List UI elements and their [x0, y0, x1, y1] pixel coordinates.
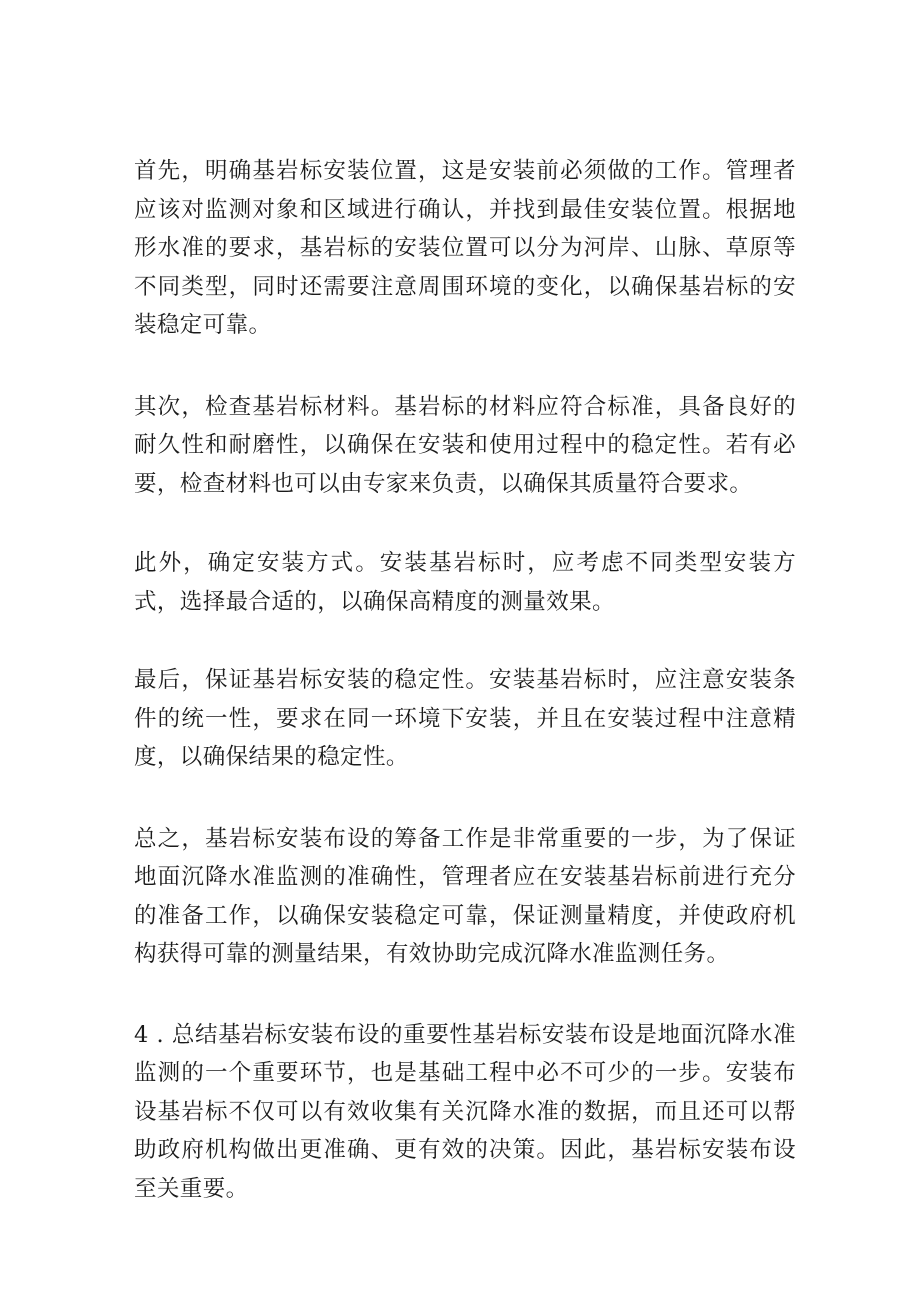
paragraph-install-method: 此外，确定安装方式。安装基岩标时，应考虑不同类型安装方式，选择最合适的，以确保高精度的测量效果。	[134, 550, 796, 615]
document-page	[134, 152, 796, 1248]
paragraph-summary: 总之，基岩标安装布设的筹备工作是非常重要的一步，为了保证地面沉降水准监测的准确性，管理者应在安装基岩标前进行充分的准备工作，以确保安装稳定可靠，保证测量精度，并使政府机构获得可靠的测量结果，有效协助完成沉降水准监测任务。	[134, 825, 796, 967]
paragraph-check-material: 其次，检查基岩标材料。基岩标的材料应符合标准，具备良好的耐久性和耐磨性，以确保在安装和使用过程中的稳定性。若有必要，检查材料也可以由专家来负责，以确保其质量符合要求。	[134, 393, 796, 497]
paragraph-install-location: 首先，明确基岩标安装位置，这是安装前必须做的工作。管理者应该对监测对象和区域进行确认，并找到最佳安装位置。根据地形水准的要求，基岩标的安装位置可以分为河岸、山脉、草原等不同类型，同时还需要注意周围环境的变化，以确保基岩标的安装稳定可靠。	[134, 158, 796, 338]
paragraph-section-4-importance: 4 . 总结基岩标安装布设的重要性基岩标安装布设是地面沉降水准监测的一个重要环节，也是基础工程中必不可少的一步。安装布设基岩标不仅可以有效收集有关沉降水准的数据，而且还可以帮助政府机构做出更准确、更有效的决策。因此，基岩标安装布设至关重要。	[134, 1021, 796, 1202]
paragraph-install-stability: 最后，保证基岩标安装的稳定性。安装基岩标时，应注意安装条件的统一性，要求在同一环境下安装，并且在安装过程中注意精度，以确保结果的稳定性。	[134, 667, 796, 770]
